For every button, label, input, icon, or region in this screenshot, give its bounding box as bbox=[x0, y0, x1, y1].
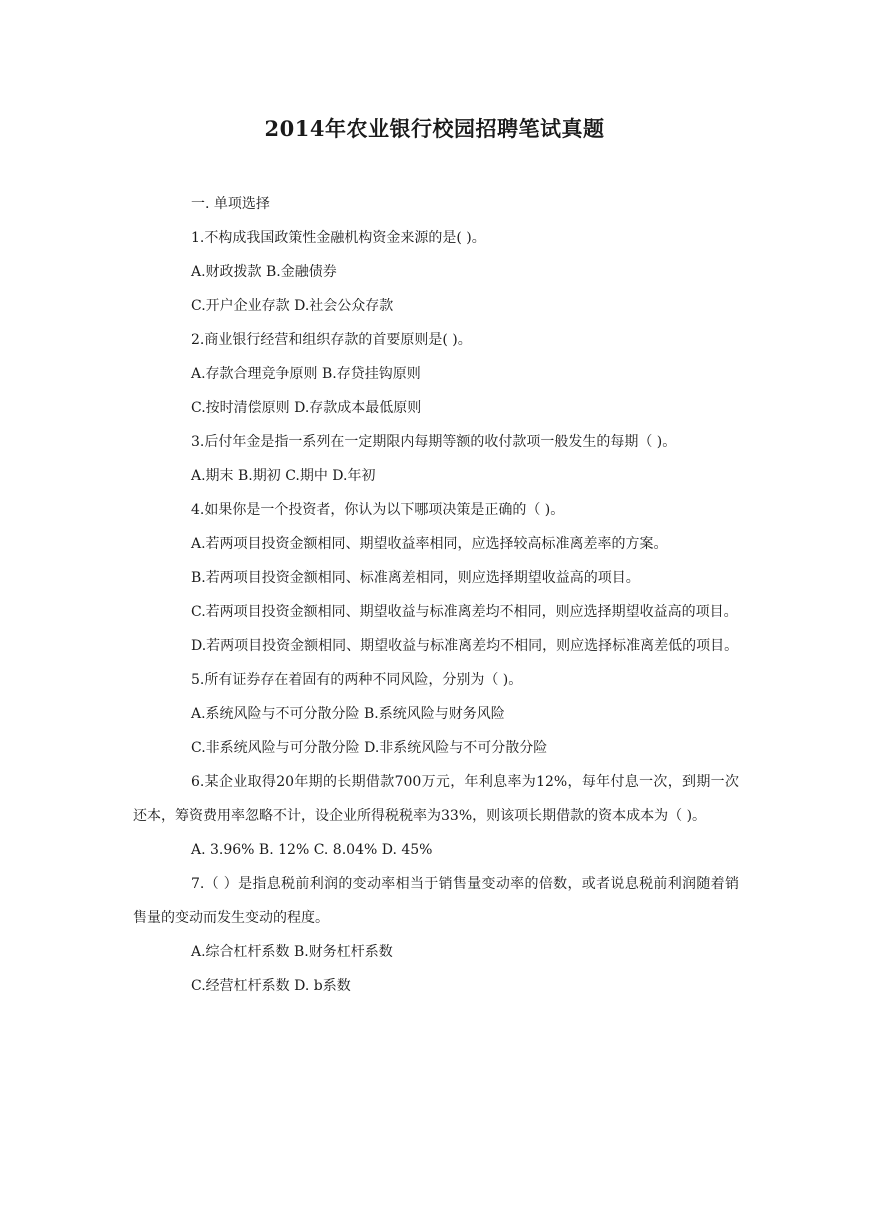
question-5-options-cd: C.非系统风险与可分散分险 D.非系统风险与不可分散分险 bbox=[191, 740, 548, 756]
question-7-options-ab: A.综合杠杆系数 B.财务杠杆系数 bbox=[191, 944, 393, 960]
question-5-options-ab: A.系统风险与不可分散分险 B.系统风险与财务风险 bbox=[191, 706, 505, 722]
question-5: 5.所有证券存在着固有的两种不同风险，分别为（ )。 bbox=[191, 672, 523, 688]
question-4-option-a: A.若两项目投资金额相同、期望收益率相同，应选择较高标准离差率的方案。 bbox=[191, 536, 668, 552]
question-4-option-d: D.若两项目投资金额相同、期望收益与标准离差均不相同，则应选择标准离差低的项目。 bbox=[191, 638, 739, 654]
question-2: 2.商业银行经营和组织存款的首要原则是( )。 bbox=[191, 332, 472, 348]
question-4-option-c: C.若两项目投资金额相同、期望收益与标准离差均不相同，则应选择期望收益高的项目。 bbox=[191, 604, 738, 620]
question-1-options-ab: A.财政拨款 B.金融债券 bbox=[191, 264, 337, 280]
question-4-option-b: B.若两项目投资金额相同、标准离差相同，则应选择期望收益高的项目。 bbox=[191, 570, 640, 586]
question-2-options-cd: C.按时清偿原则 D.存款成本最低原则 bbox=[191, 400, 422, 416]
question-1-options-cd: C.开户企业存款 D.社会公众存款 bbox=[191, 298, 394, 314]
question-4: 4.如果你是一个投资者，你认为以下哪项决策是正确的（ )。 bbox=[191, 502, 565, 518]
section-heading: 一. 单项选择 bbox=[191, 196, 270, 212]
question-7-options-cd: C.经营杠杆系数 D. b系数 bbox=[191, 978, 351, 994]
question-6-options: A. 3.96% B. 12% C. 8.04% D. 45% bbox=[191, 842, 433, 858]
question-6: 6.某企业取得20年期的长期借款700万元，年利息率为12%，每年付息一次，到期一次还本，筹资费用率忽略不计，设企业所得税税率为33%，则该项长期借款的资本成本为（ )。 bbox=[133, 774, 739, 824]
question-2-options-ab: A.存款合理竞争原则 B.存贷挂钩原则 bbox=[191, 366, 421, 382]
document-body bbox=[133, 187, 739, 1003]
document-title: 2014年农业银行校园招聘笔试真题 bbox=[264, 116, 605, 141]
question-3: 3.后付年金是指一系列在一定期限内每期等额的收付款项一般发生的每期（ )。 bbox=[191, 434, 677, 450]
question-7: 7.（ ）是指息税前利润的变动率相当于销售量变动率的倍数，或者说息税前利润随着销售量的变动而发生变动的程度。 bbox=[133, 876, 739, 926]
question-1: 1.不构成我国政策性金融机构资金来源的是( )。 bbox=[191, 230, 486, 246]
question-3-options: A.期末 B.期初 C.期中 D.年初 bbox=[191, 468, 376, 484]
